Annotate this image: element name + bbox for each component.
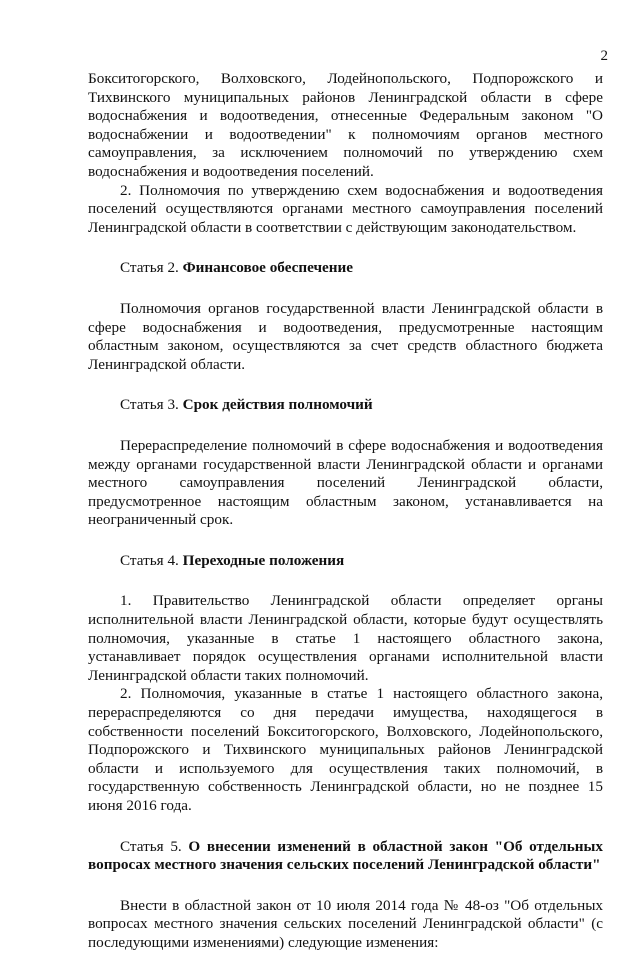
article-2-text: Полномочия органов государственной власти Ленинградской области в сфере водоснабжения и водоотведения, предусмотренные настоящим областным законом, осуществляются за счет средств областного бюджета Ленинградской области. (88, 299, 603, 373)
article-5-title: О внесении изменений в областной закон "Об отдельных вопросах местного значения сельских поселений Ленинградской области" (88, 837, 603, 874)
article-4-heading (88, 552, 603, 571)
article-3-prefix: Статья 3. (120, 396, 183, 414)
article-2-title: Финансовое обеспечение (182, 259, 354, 277)
document-body (88, 70, 603, 953)
paragraph-article1-item2: 2. Полномочия по утверждению схем водоснабжения и водоотведения поселений осуществляются органами местного самоуправления поселений Ленинградской области в соответствии с действующим законодательством. (88, 181, 603, 236)
article-2-prefix: Статья 2. (120, 259, 183, 277)
article-4-item2: 2. Полномочия, указанные в статье 1 настоящего областного закона, перераспределяются со дня передачи имущества, находящегося в собственности поселений Бокситогорского, Волховского, Лодейнопольского, Подпорожского и Тихвинского муниципальных районов Ленинградской области и используемого для осуществления таких полномочий, в государственную собственность Ленинградской области, но не позднее 15 июня 2016 года. (88, 685, 603, 814)
article-4-title: Переходные положения (182, 551, 345, 569)
article-3-heading (88, 396, 603, 415)
article-3-text: Перераспределение полномочий в сфере водоснабжения и водоотведения между органами государственной власти Ленинградской области и органами местного самоуправления поселений Ленинградской области, предусмотренное настоящим областным законом, устанавливается на неограниченный срок. (88, 436, 603, 529)
paragraph-continuation: Бокситогорского, Волховского, Лодейнопольского, Подпорожского и Тихвинского муниципальных районов Ленинградской области в сфере водоснабжения и водоотведения, отнесенные Федеральным законом "О водоснабжении и водоотведении" к полномочиям органов местного самоуправления, за исключением полномочий по утверждению схем водоснабжения и водоотведения поселений. (88, 70, 603, 180)
article-4-item1: 1. Правительство Ленинградской области определяет органы исполнительной власти Ленинградской области, которые будут осуществлять полномочия, указанные в статье 1 настоящего областного закона, устанавливает порядок осуществления органами исполнительной власти Ленинградской области таких полномочий. (88, 592, 603, 684)
page-number: 2 (600, 48, 608, 64)
article-5-text: Внести в областной закон от 10 июля 2014 года № 48-оз "Об отдельных вопросах местного значения сельских поселений Ленинградской области" (с последующими изменениями) следующие изменения: (88, 896, 603, 951)
article-4-prefix: Статья 4. (120, 551, 183, 569)
article-5-heading (88, 838, 603, 875)
article-3-title: Срок действия полномочий (182, 396, 373, 414)
article-2-heading (88, 259, 603, 278)
article-5-prefix: Статья 5. (120, 837, 189, 855)
